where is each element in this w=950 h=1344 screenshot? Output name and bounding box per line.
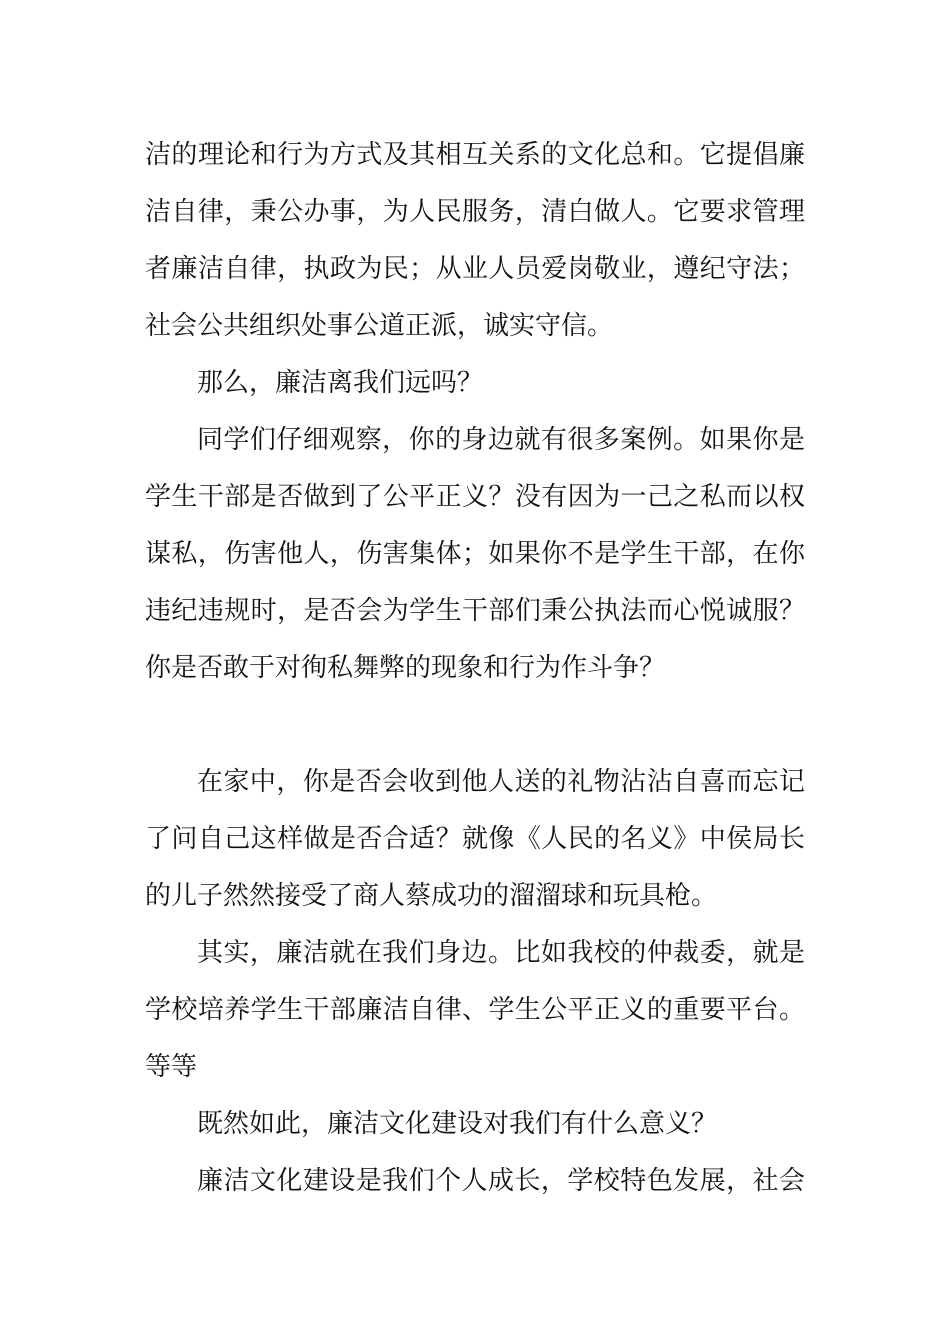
text-line: 在家中，你是否会收到他人送的礼物沾沾自喜而忘记 [197, 767, 805, 797]
text-line: 既然如此，廉洁文化建设对我们有什么意义？ [197, 1109, 718, 1139]
text-line: 谋私，伤害他人，伤害集体；如果你不是学生干部，在你 [145, 539, 805, 569]
text-line: 同学们仔细观察，你的身边就有很多案例。如果你是 [197, 425, 805, 455]
text-line: 学生干部是否做到了公平正义？没有因为一己之私而以权 [145, 482, 805, 512]
text-line: 洁的理论和行为方式及其相互关系的文化总和。它提倡廉 [145, 140, 805, 170]
text-line: 违纪违规时，是否会为学生干部们秉公执法而心悦诚服？ [145, 596, 805, 626]
text-line: 那么，廉洁离我们远吗？ [197, 368, 484, 398]
text-line: 洁自律，秉公办事，为人民服务，清白做人。它要求管理 [145, 197, 805, 227]
text-line: 了问自己这样做是否合适？就像《人民的名义》中侯局长 [145, 824, 805, 854]
text-line: 廉洁文化建设是我们个人成长，学校特色发展，社会 [197, 1166, 805, 1196]
text-line: 其实，廉洁就在我们身边。比如我校的仲裁委，就是 [197, 938, 805, 968]
text-line: 的儿子然然接受了商人蔡成功的溜溜球和玩具枪。 [145, 881, 718, 911]
text-line: 社会公共组织处事公道正派，诚实守信。 [145, 311, 614, 341]
text-line: 等等 [145, 1052, 198, 1082]
text-line: 者廉洁自律，执政为民；从业人员爱岗敬业，遵纪守法； [145, 254, 805, 284]
text-line: 你是否敢于对徇私舞弊的现象和行为作斗争？ [145, 653, 666, 683]
text-line: 学校培养学生干部廉洁自律、学生公平正义的重要平台。 [145, 995, 805, 1025]
